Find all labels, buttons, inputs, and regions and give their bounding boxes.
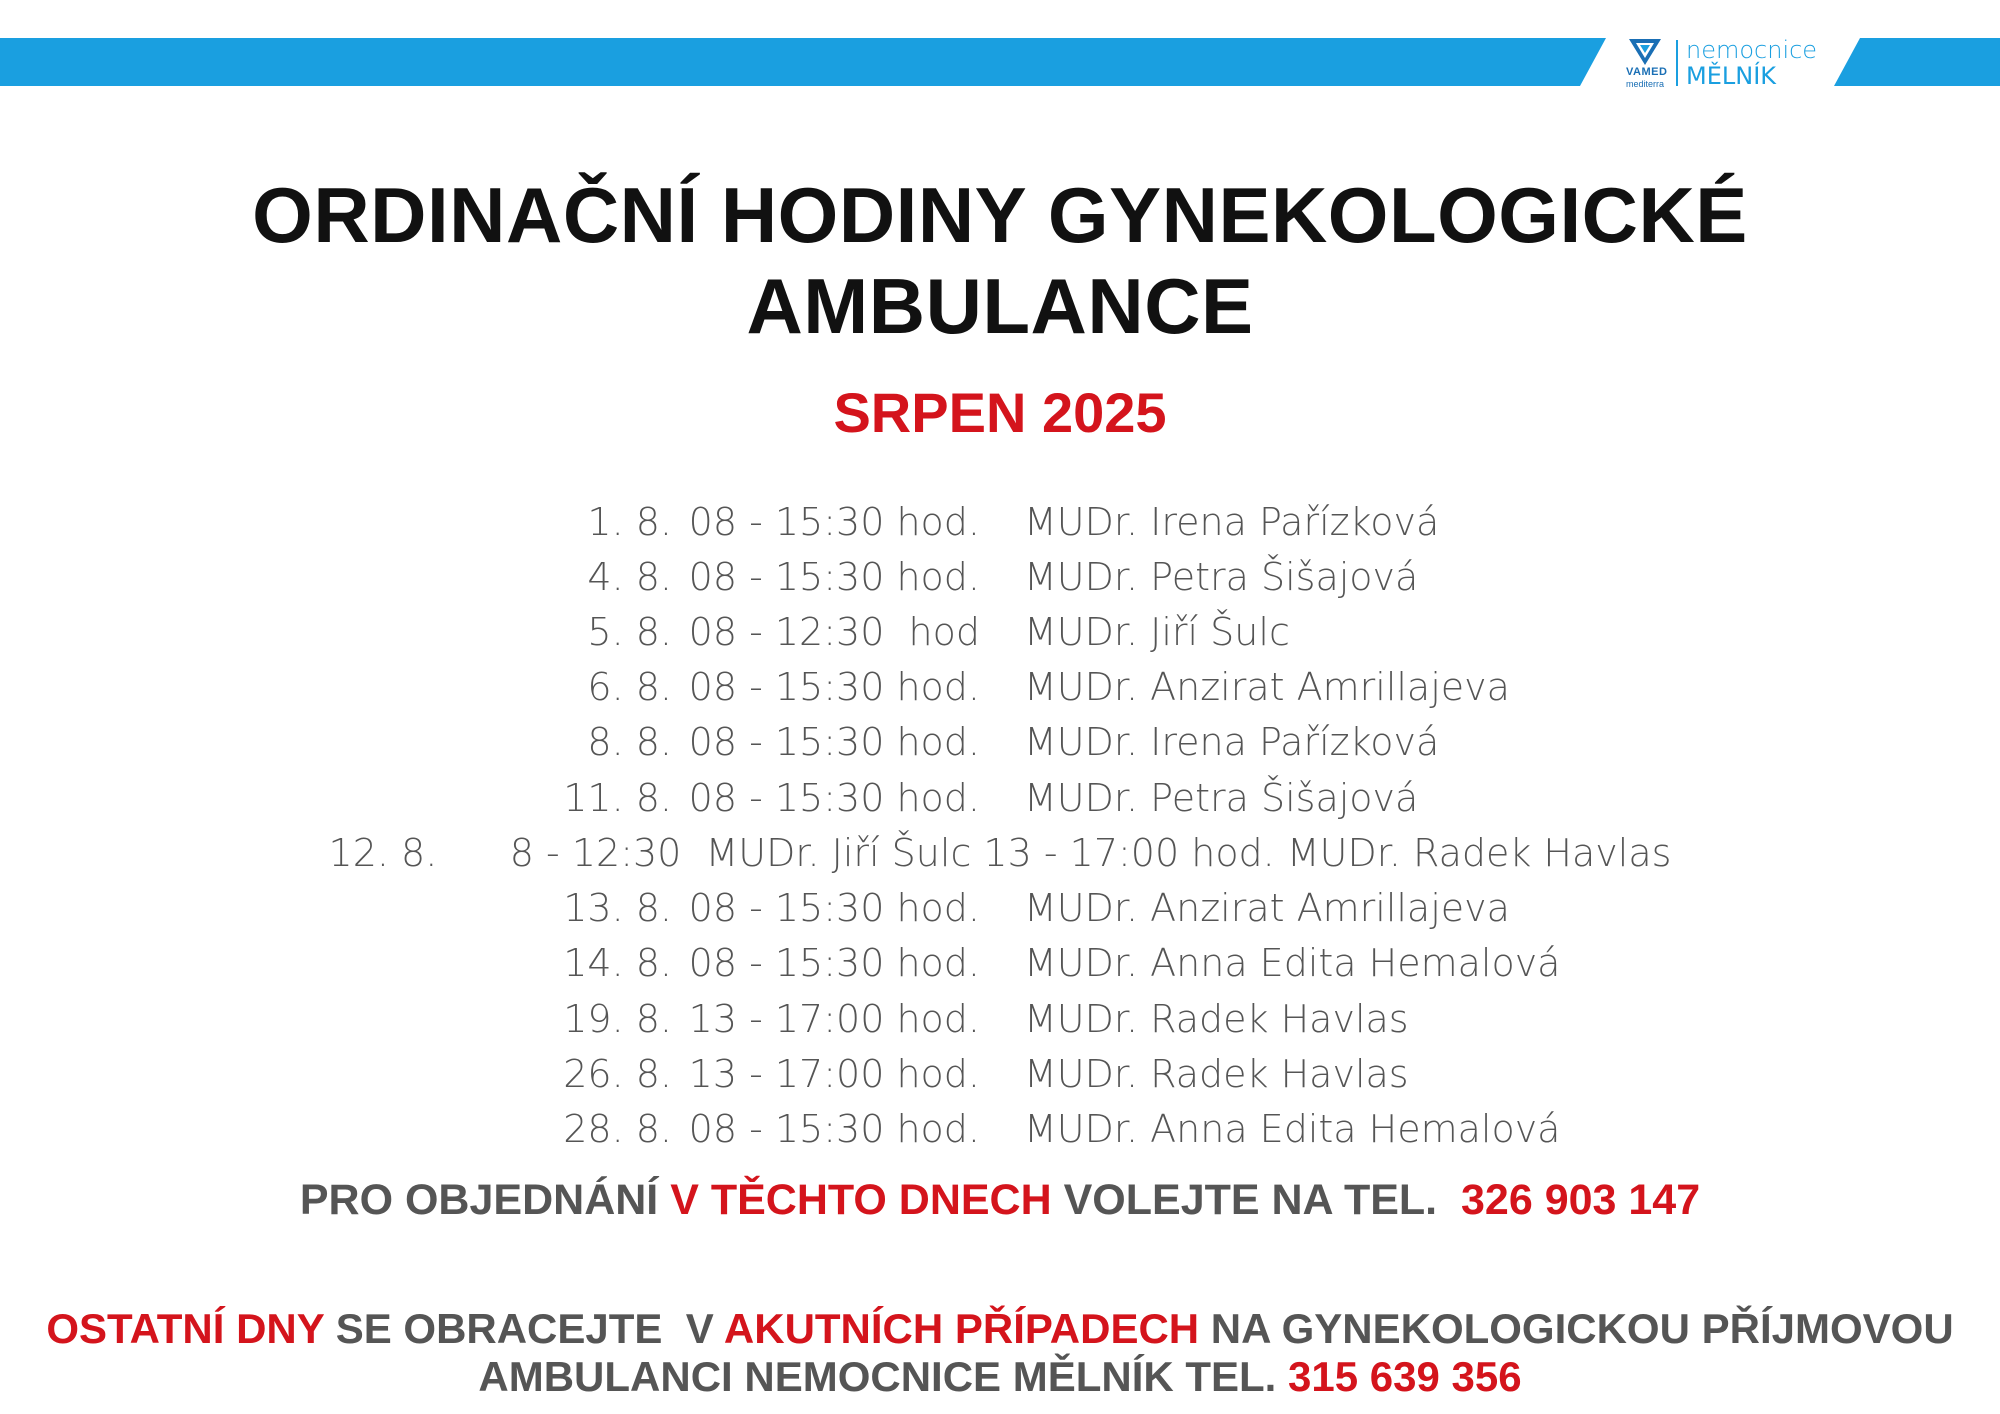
booking-text-2: VOLEJTE NA TEL.	[1051, 1176, 1462, 1224]
acute-cases-highlight: AKUTNÍCH PŘÍPADECH	[723, 1305, 1200, 1352]
schedule-date: 11. 8.	[563, 776, 672, 820]
schedule-time: 08 - 15:30 hod.	[688, 555, 980, 599]
schedule-doctor: MUDr. Anzirat Amrillajeva	[1024, 665, 1510, 709]
schedule-time: 08 - 15:30 hod.	[688, 886, 980, 930]
schedule-row	[0, 776, 2000, 831]
schedule-row	[0, 610, 2000, 665]
schedule-row-split-shift	[0, 831, 2000, 886]
schedule-date: 28. 8.	[563, 1107, 672, 1151]
schedule-row	[0, 500, 2000, 555]
schedule-doctor: MUDr. Petra Šišajová	[1024, 555, 1419, 599]
schedule-date: 13. 8.	[563, 886, 672, 930]
logo-sub-brand: mediterra	[1626, 79, 1665, 89]
schedule-time: 08 - 15:30 hod.	[688, 776, 980, 820]
schedule-date: 6. 8.	[587, 665, 672, 709]
schedule-date: 5. 8.	[587, 610, 672, 654]
schedule-doctor: MUDr. Anna Edita Hemalová	[1024, 1107, 1561, 1151]
booking-instructions	[0, 1176, 2000, 1225]
vamed-logo-icon	[1628, 38, 1662, 66]
schedule-doctor: MUDr. Radek Havlas	[1024, 997, 1409, 1041]
schedule-row	[0, 1107, 2000, 1162]
booking-text-highlight: V TĚCHTO DNECH	[670, 1176, 1052, 1224]
schedule-date: 4. 8.	[587, 555, 672, 599]
schedule-row	[0, 555, 2000, 610]
schedule-doctor: MUDr. Irena Pařízková	[1024, 720, 1440, 764]
schedule-doctor: MUDr. Jiří Šulc	[1024, 610, 1290, 654]
logo-name-line1: nemocnice	[1686, 36, 1818, 64]
schedule-time: 08 - 15:30 hod.	[688, 1107, 980, 1151]
schedule-time: 08 - 15:30 hod.	[688, 720, 980, 764]
schedule-doctor: MUDr. Radek Havlas	[1024, 1052, 1409, 1096]
schedule-split-text: 12. 8. 8 - 12:30 MUDr. Jiří Šulc 13 - 17:00 hod. MUDr. Radek Havlas	[328, 831, 1672, 875]
schedule-row	[0, 665, 2000, 720]
schedule-date: 14. 8.	[563, 941, 672, 985]
schedule-doctor: MUDr. Anzirat Amrillajeva	[1024, 886, 1510, 930]
hospital-logo	[1624, 36, 1824, 92]
other-days-text-2: NA GYNEKOLOGICKOU PŘÍJMOVOU	[1199, 1305, 1954, 1352]
page-title: ORDINAČNÍ HODINY GYNEKOLOGICKÉ AMBULANCE	[252, 171, 1748, 350]
schedule-date: 8. 8.	[587, 720, 672, 764]
schedule-doctor: MUDr. Irena Pařízková	[1024, 500, 1440, 544]
other-days-line-2	[0, 1353, 2000, 1401]
schedule-time: 08 - 12:30 hod	[688, 610, 980, 654]
schedule-time: 08 - 15:30 hod.	[688, 941, 980, 985]
emergency-phone: 315 639 356	[1288, 1353, 1522, 1400]
schedule-date: 1. 8.	[587, 500, 672, 544]
header-stripe-right	[1834, 38, 2000, 86]
logo-name-line2: MĚLNÍK	[1686, 62, 1777, 90]
schedule-doctor: MUDr. Petra Šišajová	[1024, 776, 1419, 820]
schedule-time: 13 - 17:00 hod.	[688, 997, 980, 1041]
header-stripe-left	[0, 38, 1606, 86]
schedule-row	[0, 1052, 2000, 1107]
schedule-time: 08 - 15:30 hod.	[688, 665, 980, 709]
schedule-row	[0, 941, 2000, 996]
other-days-highlight: OSTATNÍ DNY	[46, 1305, 325, 1352]
month-heading: SRPEN 2025	[833, 381, 1167, 444]
schedule-doctor: MUDr. Anna Edita Hemalová	[1024, 941, 1561, 985]
logo-divider	[1676, 40, 1678, 86]
schedule-row	[0, 997, 2000, 1052]
schedule-row	[0, 886, 2000, 941]
other-days-text-3: AMBULANCI NEMOCNICE MĚLNÍK TEL.	[478, 1353, 1289, 1400]
schedule-time: 08 - 15:30 hod.	[688, 500, 980, 544]
schedule-date: 19. 8.	[563, 997, 672, 1041]
booking-text-1: PRO OBJEDNÁNÍ	[299, 1176, 671, 1224]
logo-brand: VAMED	[1626, 66, 1668, 78]
schedule-time: 13 - 17:00 hod.	[688, 1052, 980, 1096]
schedule-date: 26. 8.	[563, 1052, 672, 1096]
schedule-row	[0, 720, 2000, 775]
other-days-text-1: SE OBRACEJTE V	[324, 1305, 724, 1352]
other-days-line-1	[0, 1305, 2000, 1353]
booking-phone: 326 903 147	[1461, 1176, 1701, 1224]
